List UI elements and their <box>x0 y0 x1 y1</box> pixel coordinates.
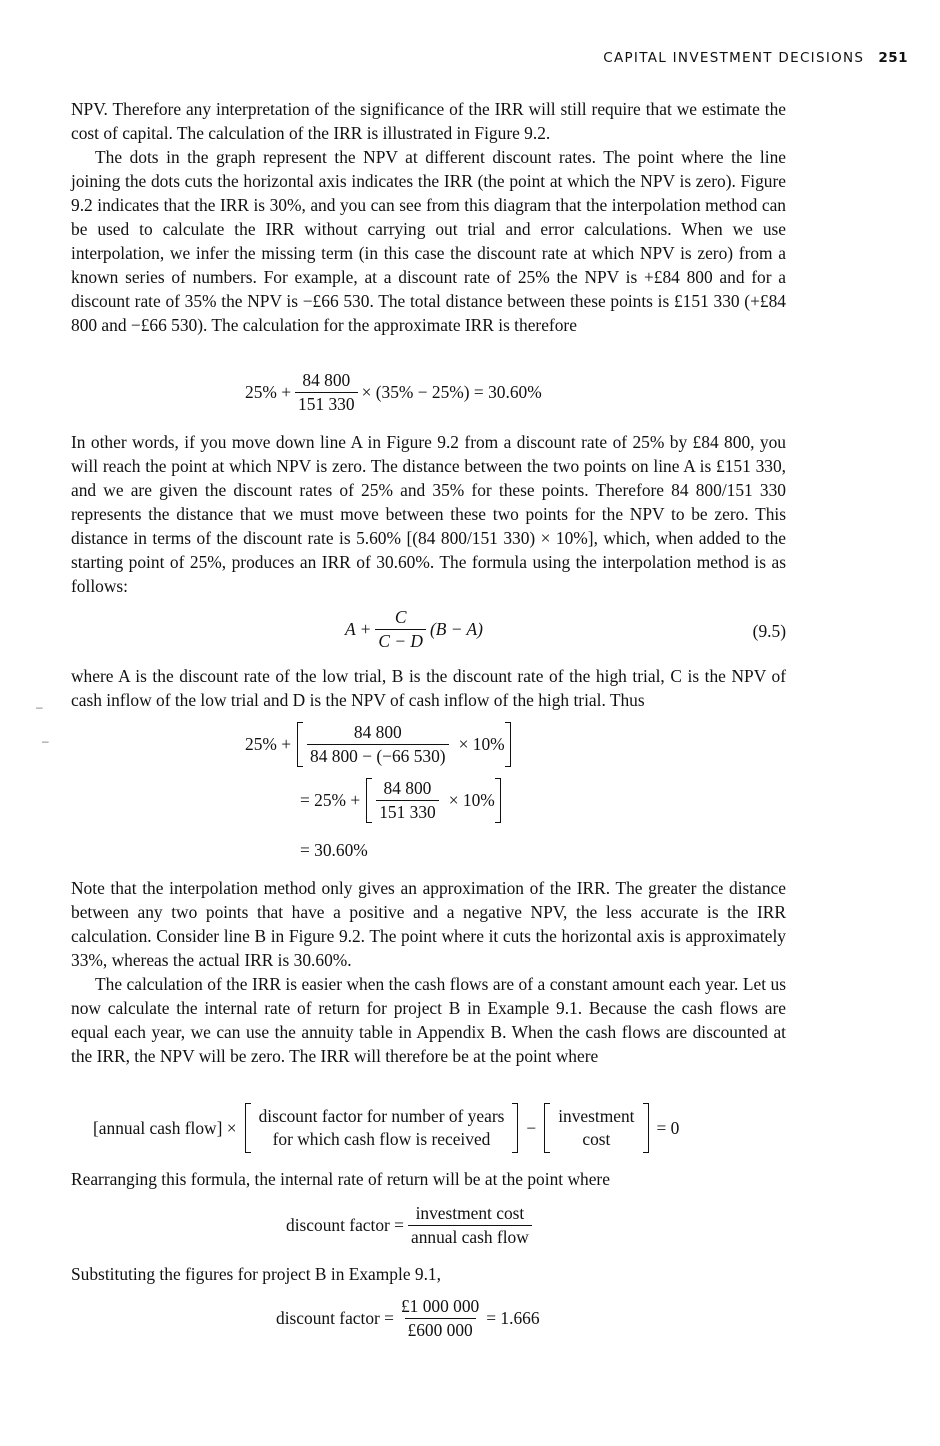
eq2-denominator: C − D <box>375 629 426 652</box>
equation-worked-row-2 <box>300 778 501 823</box>
text-block-6 <box>71 1262 786 1286</box>
paragraph-2: The dots in the graph represent the NPV at different discount rates. The point where the line joining the dots cuts the horizontal axis indicates the IRR (the point at which the NPV is zero). Figure 9.2 indicates that the IRR is 30%, and you can see from this diagram that the interpolation method can be used to calculate the IRR without carrying out trial and error calculations. When we use interpolation, we infer the missing term (in this case the discount rate at which NPV is zero) from a known series of numbers. For example, at a discount rate of 25% the NPV is +£84 800 and for a discount rate of 35% the NPV is −£66 530. The total distance between these points is £151 330 (+£84 800 and −£66 530). The calculation for the approximate IRR is therefore <box>71 147 786 335</box>
eq3-row1-lead: 25% + <box>245 734 292 754</box>
margin-scan-mark: – <box>42 734 49 748</box>
equation-worked-row-3 <box>300 840 368 861</box>
eq5-fraction <box>408 1203 532 1248</box>
equation-label: (9.5) <box>752 621 786 641</box>
eq3-row1-bracket <box>297 722 511 767</box>
equation-9-5 <box>345 607 786 652</box>
text-block-5 <box>71 1167 786 1191</box>
eq1-numerator: 84 800 <box>302 370 351 390</box>
eq4-bracket-discount <box>245 1103 519 1153</box>
eq1-denominator: 151 330 <box>295 392 358 415</box>
eq3-row1-tail: × 10% <box>458 734 505 754</box>
page-number: 251 <box>878 50 908 66</box>
eq1-lead: 25% + <box>245 382 292 402</box>
eq4-bracket1-line2: for which cash flow is received <box>272 1129 491 1149</box>
text-block-3 <box>71 664 786 712</box>
paragraph-4: where A is the discount rate of the low trial, B is the discount rate of the high trial, C is the NPV of cash inflow of the low trial and D is the NPV of cash inflow of the high trial. Thus <box>71 666 786 710</box>
paragraph-6: The calculation of the IRR is easier when the cash flows are of a constant amount each year. Let us now calculate the internal rate of return for project B in Example 9.1. Because the cash flows are equal each year, we can use the annuity table in Appendix B. When the cash flows are discounted at the IRR, the NPV will be zero. The IRR will therefore be at the point where <box>71 974 786 1066</box>
eq4-term1: [annual cash flow] × <box>93 1117 237 1138</box>
eq5-denominator: annual cash flow <box>408 1225 532 1248</box>
text-block-2 <box>71 430 786 598</box>
equation-worked-row-1 <box>245 722 511 767</box>
eq4-bracket2-line2: cost <box>582 1129 611 1149</box>
text-block-1 <box>71 97 786 337</box>
eq6-fraction <box>398 1296 482 1341</box>
eq3-row2-tail: × 10% <box>448 790 495 810</box>
eq3-row2-numerator: 84 800 <box>383 778 432 798</box>
eq3-row2-denominator: 151 330 <box>376 800 439 823</box>
eq3-row3: = 30.60% <box>300 840 368 860</box>
eq5-numerator: investment cost <box>415 1203 525 1223</box>
margin-scan-mark: – <box>36 700 43 714</box>
eq1-fraction <box>295 370 358 415</box>
eq6-denominator: £600 000 <box>405 1318 476 1341</box>
eq2-lead: A + <box>345 619 372 639</box>
eq1-tail: × (35% − 25%) = 30.60% <box>361 382 542 402</box>
eq6-numerator: £1 000 000 <box>400 1296 480 1316</box>
running-header <box>603 50 908 66</box>
paragraph-1: NPV. Therefore any interpretation of the significance of the IRR will still require that we estimate the cost of capital. The calculation of the IRR is illustrated in Figure 9.2. <box>71 99 786 143</box>
eq6-lead: discount factor = <box>276 1308 394 1328</box>
eq2-fraction <box>375 607 426 652</box>
eq4-bracket-investment <box>544 1103 648 1153</box>
paragraph-5: Note that the interpolation method only gives an approximation of the IRR. The greater the distance between any two points that have a positive and a negative NPV, the less accurate is the IRR calculation. Consider line B in Figure 9.2. The point where it cuts the horizontal axis is approximately 33%, whereas the actual IRR is 30.60%. <box>71 878 786 970</box>
eq2-numerator: C <box>394 607 407 627</box>
eq4-bracket1-line1: discount factor for number of years <box>258 1106 505 1126</box>
equation-discount-factor <box>286 1203 536 1248</box>
equation-discount-factor-values <box>276 1296 540 1341</box>
text-block-4 <box>71 876 786 1068</box>
eq4-rhs: = 0 <box>656 1117 680 1138</box>
eq3-row2-lead: = 25% + <box>300 790 361 810</box>
eq5-lead: discount factor = <box>286 1215 404 1235</box>
eq2-tail: (B − A) <box>430 619 483 639</box>
eq6-tail: = 1.666 <box>486 1308 540 1328</box>
paragraph-7: Rearranging this formula, the internal rate of return will be at the point where <box>71 1169 610 1189</box>
eq3-row2-bracket <box>366 778 501 823</box>
eq4-bracket2-line1: investment <box>558 1106 635 1126</box>
equation-annuity <box>93 1103 679 1153</box>
eq4-minus: − <box>526 1117 537 1138</box>
eq3-row1-denominator: 84 800 − (−66 530) <box>307 744 449 767</box>
equation-irr-approx <box>245 370 542 415</box>
chapter-title: CAPITAL INVESTMENT DECISIONS <box>603 50 865 66</box>
paragraph-8: Substituting the figures for project B in Example 9.1, <box>71 1264 441 1284</box>
paragraph-3: In other words, if you move down line A in Figure 9.2 from a discount rate of 25% by £84 800, you will reach the point at which NPV is zero. The distance between the two points on line A is £151 330, and we are given the discount rates of 25% and 35% for these points. Therefore 84 800/151 330 represents the distance that we must move between these two points for the NPV to be zero. This distance in terms of the discount rate is 5.60% [(84 800/151 330) × 10%], which, when added to the starting point of 25%, produces an IRR of 30.60%. The formula using the interpolation method is as follows: <box>71 432 786 596</box>
eq3-row1-numerator: 84 800 <box>353 722 402 742</box>
